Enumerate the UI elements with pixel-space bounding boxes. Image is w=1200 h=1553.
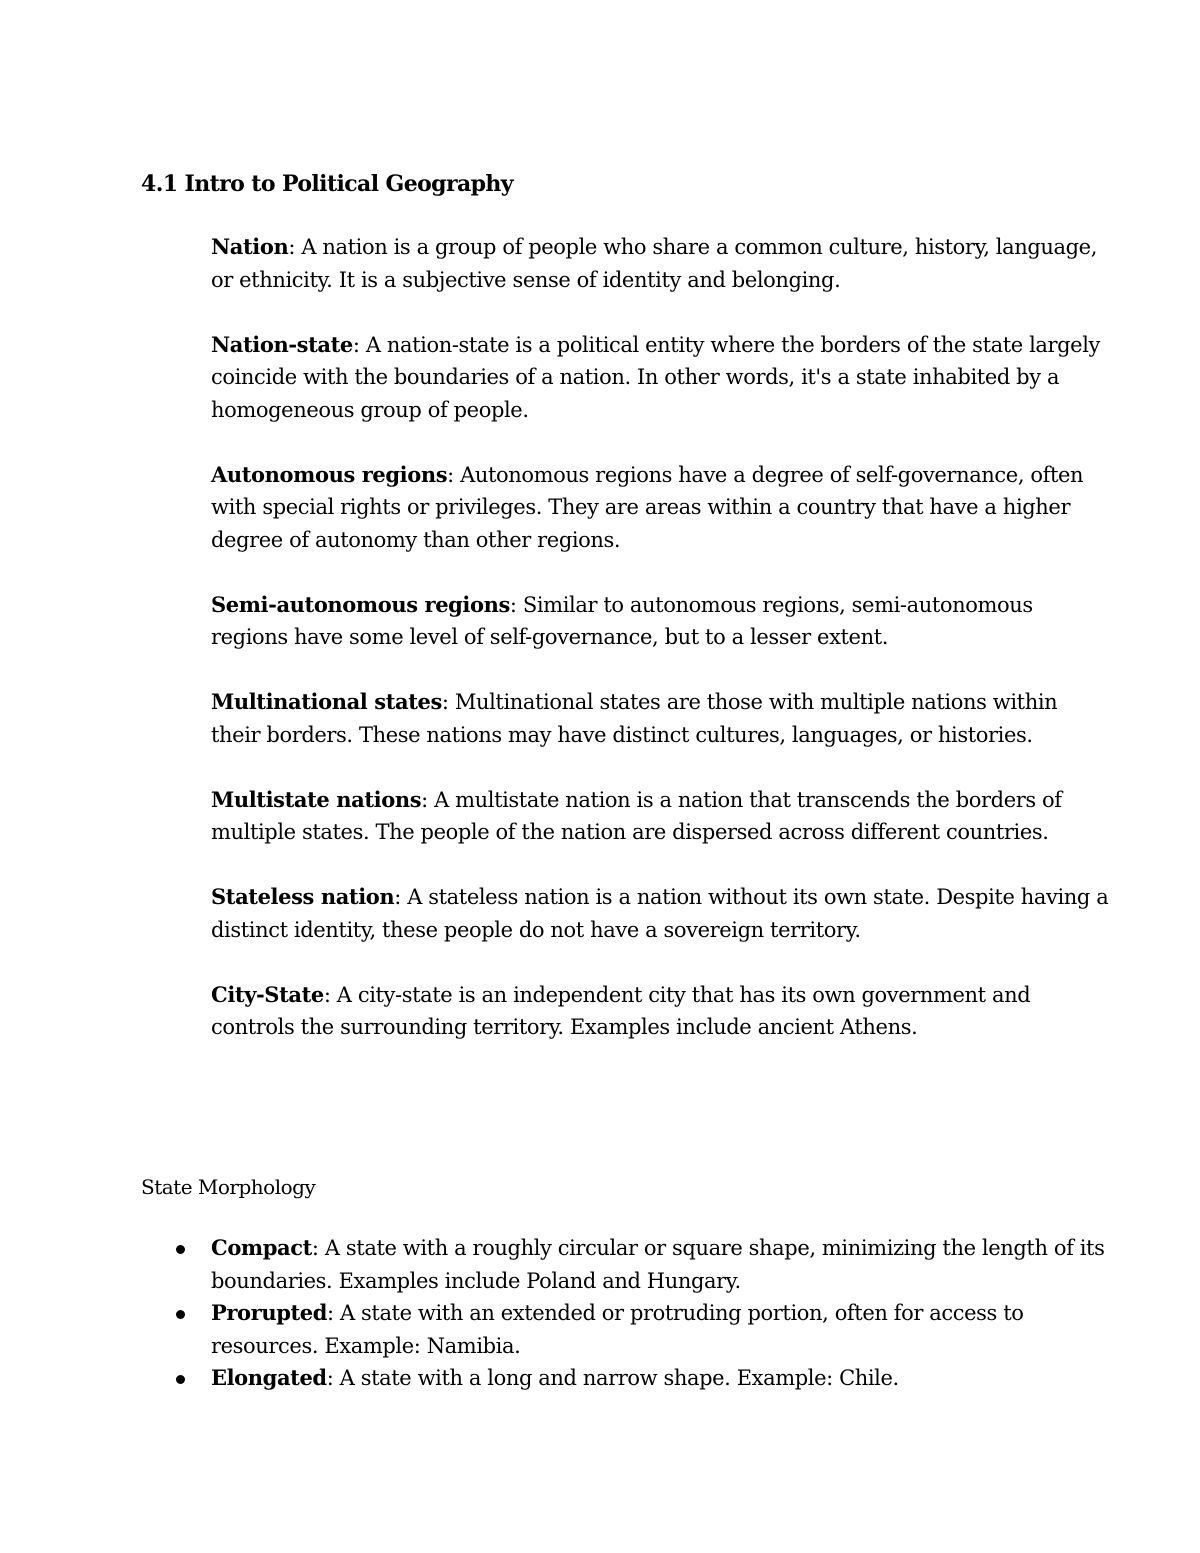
definition-separator: :	[394, 885, 408, 909]
bullet-icon	[176, 1310, 185, 1319]
definition-separator: :	[441, 690, 455, 714]
definition-item	[211, 686, 1111, 751]
definition-term: Semi-autonomous regions	[211, 591, 510, 617]
definition-separator: :	[447, 462, 461, 487]
definition-item	[211, 231, 1111, 296]
definition-separator: :	[352, 332, 366, 357]
bullet-separator: :	[311, 1236, 325, 1260]
definition-term: Nation-state	[211, 331, 353, 357]
definitions-list	[211, 231, 1111, 1076]
definition-item	[211, 589, 1111, 654]
definition-separator: :	[509, 592, 523, 617]
definition-term: Autonomous regions	[211, 461, 448, 487]
bullet-separator: :	[327, 1301, 340, 1325]
section-heading: State Morphology	[141, 1175, 316, 1199]
definition-item	[211, 979, 1111, 1044]
bullet-term: Elongated	[211, 1365, 327, 1390]
list-item	[211, 1362, 1111, 1395]
definition-text: A nation is a group of people who share a common culture, history, language, or ethnicity. It is a subjective sense of identity and belonging.	[211, 235, 1097, 292]
definition-item	[211, 881, 1111, 946]
definition-text: A stateless nation is a nation without its own state. Despite having a distinct identity, these people do not have a sovereign territory.	[211, 885, 1109, 942]
definition-text: A multistate nation is a nation that transcends the borders of multiple states. The people of the nation are dispersed across different countries.	[211, 787, 1062, 844]
definition-text: A city-state is an independent city that has its own government and controls the surrounding territory. Examples include ancient Athens.	[211, 982, 1031, 1039]
page-title: 4.1 Intro to Political Geography	[141, 171, 513, 197]
bullet-icon	[176, 1375, 185, 1384]
definition-item	[211, 329, 1111, 427]
bullet-text: A state with a roughly circular or square shape, minimizing the length of its boundaries. Examples include Poland and Hungary.	[211, 1236, 1105, 1293]
list-item	[211, 1297, 1111, 1362]
definition-text: Multinational states are those with multiple nations within their borders. These nations may have distinct cultures, languages, or histories.	[211, 690, 1058, 747]
definition-text: Autonomous regions have a degree of self-governance, often with special rights or privileges. They are areas within a country that have a higher degree of autonomy than other regions.	[211, 462, 1084, 552]
definition-term: City-State	[211, 981, 324, 1007]
definition-term: Nation	[211, 234, 289, 259]
bullet-term: Prorupted	[211, 1300, 328, 1325]
definition-item	[211, 784, 1111, 849]
list-item	[211, 1232, 1111, 1297]
bullet-separator: :	[326, 1366, 340, 1390]
definition-item	[211, 459, 1111, 557]
definition-separator: :	[323, 982, 337, 1007]
definition-term: Multinational states	[211, 689, 442, 714]
definition-separator: :	[288, 235, 302, 259]
bullet-text: A state with an extended or protruding portion, often for access to resources. Example: Namibia.	[211, 1301, 1024, 1358]
definition-separator: :	[421, 787, 435, 812]
definition-term: Stateless nation	[211, 884, 395, 909]
bullet-icon	[176, 1245, 185, 1254]
bullet-term: Compact	[211, 1235, 312, 1260]
definition-term: Multistate nations	[211, 786, 422, 812]
definition-text: A nation-state is a political entity where the borders of the state largely coincide with the boundaries of a nation. In other words, it's a state inhabited by a homogeneous group of people.	[211, 332, 1100, 422]
bullet-list	[211, 1232, 1111, 1395]
bullet-text: A state with a long and narrow shape. Example: Chile.	[339, 1366, 899, 1390]
definition-text: Similar to autonomous regions, semi-autonomous regions have some level of self-governance, but to a lesser extent.	[211, 592, 1033, 649]
